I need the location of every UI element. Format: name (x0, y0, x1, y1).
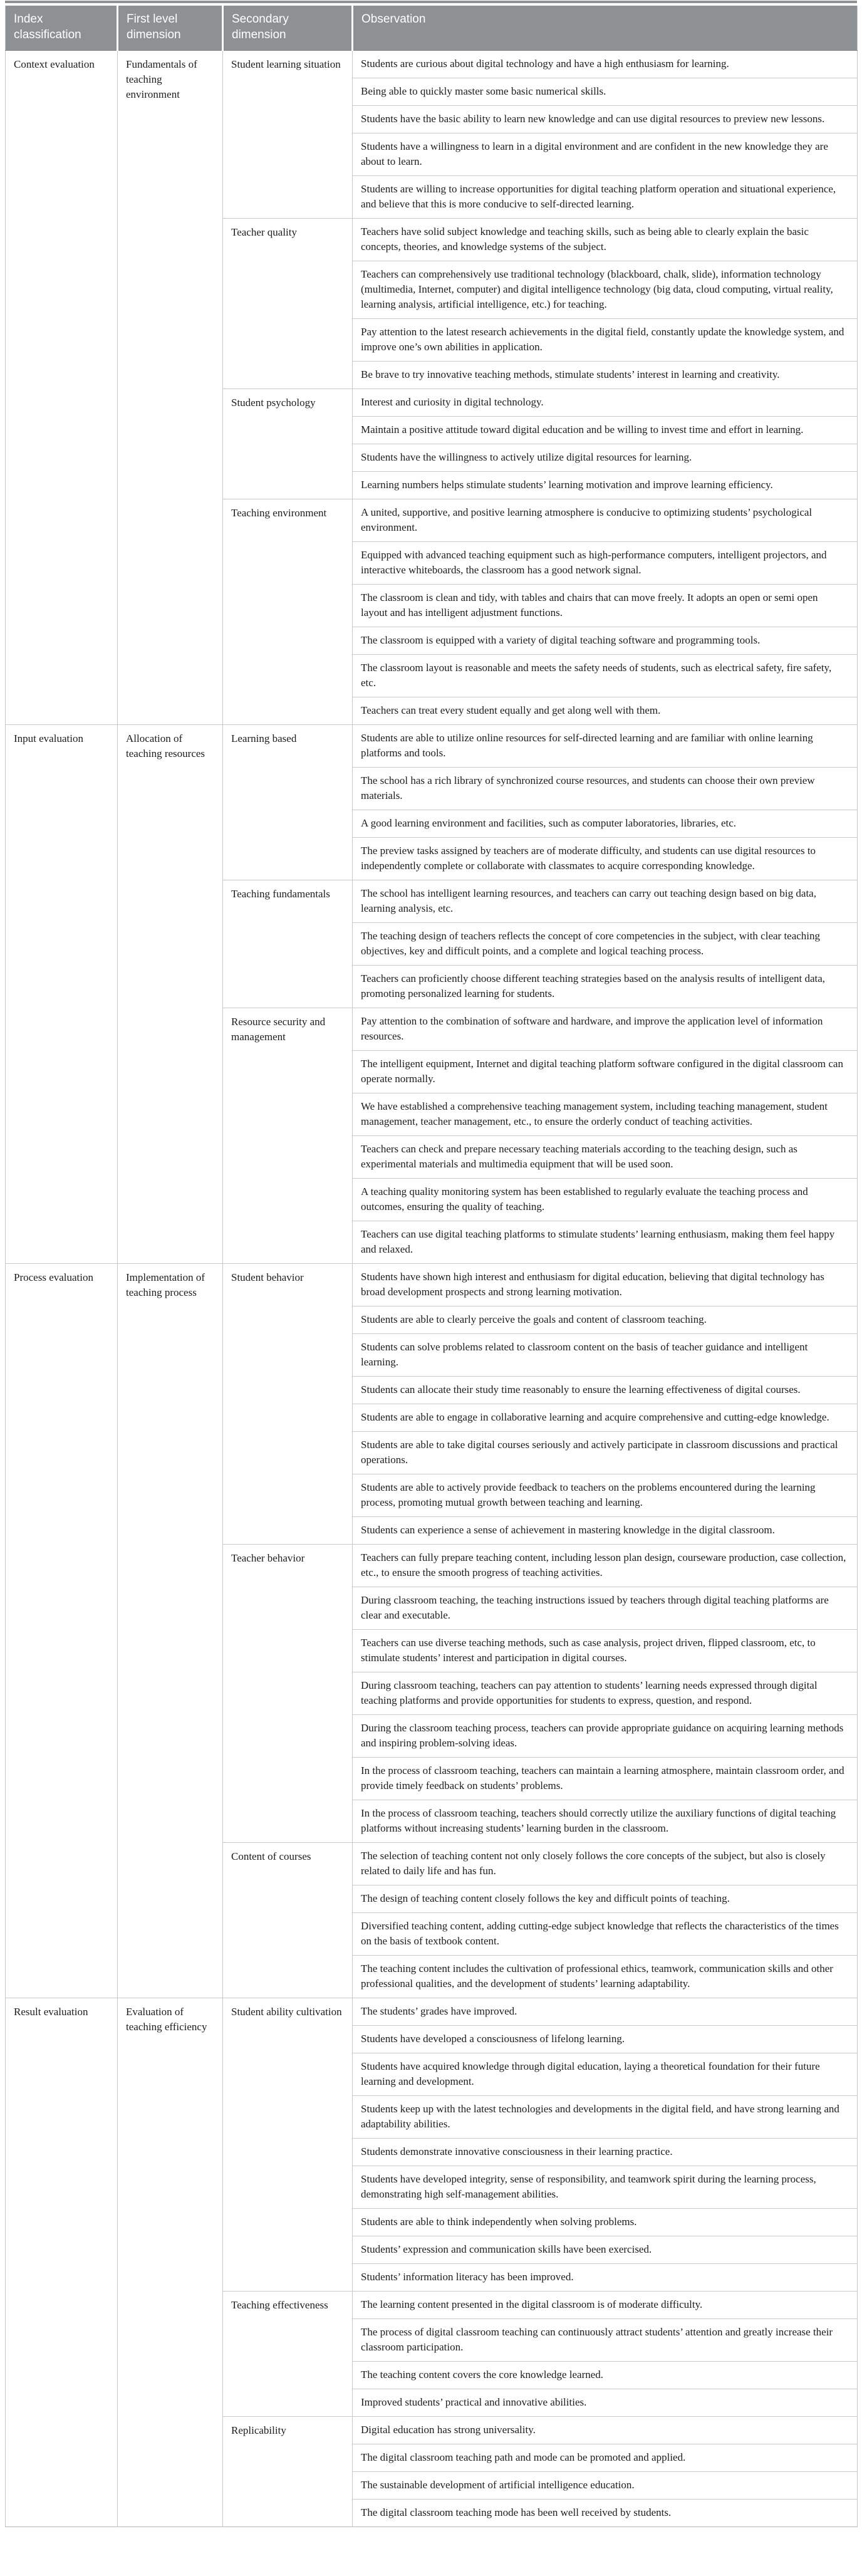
table-row (6, 1264, 858, 1306)
observation-cell: Students have the basic ability to learn new knowledge and can use digital resources to preview new lessons. (353, 106, 858, 133)
observation-cell: Students have acquired knowledge through digital education, laying a theoretical foundation for their future learning and development. (353, 2053, 858, 2096)
observation-cell: Teachers can check and prepare necessary teaching materials according to the teaching design, such as experimental materials and multimedia equipment that will be used soon. (353, 1136, 858, 1179)
observation-cell: Students demonstrate innovative consciousness in their learning practice. (353, 2139, 858, 2166)
observation-cell: Pay attention to the latest research achievements in the digital field, constantly update the knowledge system, and improve one’s own abilities in application. (353, 319, 858, 362)
observation-cell: We have established a comprehensive teaching management system, including teaching management, student management, teacher management, etc., to ensure the orderly conduct of teaching activities. (353, 1093, 858, 1136)
observation-cell: Teachers can treat every student equally and get along well with them. (353, 697, 858, 725)
observation-cell: In the process of classroom teaching, teachers can maintain a learning atmosphere, maintain classroom order, and provide timely feedback on students’ problems. (353, 1758, 858, 1800)
column-header-observation: Observation (353, 6, 858, 51)
observation-cell: Teachers can use diverse teaching methods, such as case analysis, project driven, flipped classroom, etc, to stimulate students’ interest and participation in digital courses. (353, 1630, 858, 1672)
first-level-dimension-cell: Fundamentals of teaching environment (118, 51, 223, 725)
secondary-dimension-cell: Teaching environment (223, 499, 353, 725)
observation-cell: Maintain a positive attitude toward digital education and be willing to invest time and effort in learning. (353, 417, 858, 444)
observation-cell: Teachers can use digital teaching platforms to stimulate students’ learning enthusiasm, making them feel happy and relaxed. (353, 1221, 858, 1264)
index-classification-cell: Process evaluation (6, 1264, 118, 1998)
index-classification-cell: Input evaluation (6, 725, 118, 1264)
secondary-dimension-cell: Teacher quality (223, 219, 353, 389)
first-level-dimension-cell: Evaluation of teaching efficiency (118, 1998, 223, 2527)
observation-cell: The selection of teaching content not only closely follows the core concepts of the subject, but also is closely related to daily life and has fun. (353, 1843, 858, 1885)
observation-cell: The teaching content includes the cultivation of professional ethics, teamwork, communication skills and other professional qualities, and the development of students’ learning adaptability. (353, 1956, 858, 1998)
observation-cell: Students are able to engage in collaborative learning and acquire comprehensive and cutting-edge knowledge. (353, 1404, 858, 1432)
index-classification-cell: Context evaluation (14, 58, 95, 70)
index-classification-cell: Result evaluation (6, 1998, 118, 2527)
observation-cell: In the process of classroom teaching, teachers should correctly utilize the auxiliary functions of digital teaching platforms without increasing students’ learning burden in the classroom. (353, 1800, 858, 1843)
secondary-dimension-cell: Student behavior (223, 1264, 353, 1545)
observation-cell: Being able to quickly master some basic numerical skills. (353, 78, 858, 106)
observation-cell: The students’ grades have improved. (353, 1998, 858, 2026)
observation-cell: Students’ information literacy has been improved. (353, 2264, 858, 2292)
table-row (6, 725, 858, 768)
secondary-dimension-cell: Teacher behavior (223, 1545, 353, 1843)
observation-cell: Students are curious about digital technology and have a high enthusiasm for learning. (353, 51, 858, 78)
observation-cell: Learning numbers helps stimulate students’ learning motivation and improve learning efficiency. (353, 472, 858, 499)
observation-cell: Students are willing to increase opportunities for digital teaching platform operation and situational experience, and believe that this is more conducive to self-directed learning. (353, 176, 858, 219)
observation-cell: Improved students’ practical and innovative abilities. (353, 2389, 858, 2417)
observation-cell: Students have shown high interest and enthusiasm for digital education, believing that digital technology has broad development prospects and strong learning motivation. (353, 1264, 858, 1306)
observation-cell: During the classroom teaching process, teachers can provide appropriate guidance on acquiring learning methods and inspiring problem-solving ideas. (353, 1715, 858, 1758)
observation-cell: Students are able to actively provide feedback to teachers on the problems encountered during the learning process, promoting mutual growth between teaching and learning. (353, 1474, 858, 1517)
column-header-index-classification: Index classification (6, 6, 118, 51)
observation-cell: Students have the willingness to actively utilize digital resources for learning. (353, 444, 858, 472)
observation-cell: The classroom layout is reasonable and meets the safety needs of students, such as electrical safety, fire safety, etc. (353, 655, 858, 697)
table-container (5, 1, 857, 2527)
observation-cell: Pay attention to the combination of software and hardware, and improve the application level of information resources. (353, 1008, 858, 1051)
observation-cell: The teaching content covers the core knowledge learned. (353, 2362, 858, 2389)
evaluation-index-table (5, 6, 858, 2527)
observation-cell: Teachers can comprehensively use traditional technology (blackboard, chalk, slide), information technology (multimedia, Internet, computer) and digital intelligence technology (big data, cloud computing, virtual reality, learning analysis, artificial intelligence, etc.) for teaching. (353, 261, 858, 319)
observation-cell: The school has intelligent learning resources, and teachers can carry out teaching design based on big data, learning analysis, etc. (353, 880, 858, 923)
observation-cell: Teachers have solid subject knowledge and teaching skills, such as being able to clearly explain the basic concepts, theories, and knowledge systems of the subject. (353, 219, 858, 261)
column-header-first-level-dimension: First level dimension (118, 6, 223, 51)
observation-cell: Be brave to try innovative teaching methods, stimulate students’ interest in learning and creativity. (353, 362, 858, 389)
secondary-dimension-cell: Teaching fundamentals (223, 880, 353, 1008)
observation-cell: Students keep up with the latest technologies and developments in the digital field, and have strong learning and adaptability abilities. (353, 2096, 858, 2139)
observation-cell: The design of teaching content closely follows the key and difficult points of teaching. (353, 1885, 858, 1913)
observation-cell: The digital classroom teaching mode has been well received by students. (353, 2500, 858, 2527)
observation-cell: A teaching quality monitoring system has been established to regularly evaluate the teaching process and outcomes, ensuring the quality of teaching. (353, 1179, 858, 1221)
observation-cell: During classroom teaching, teachers can pay attention to students’ learning needs expressed through digital teaching platforms and provide opportunities for students to express, question, and respond. (353, 1672, 858, 1715)
observation-cell: The classroom is clean and tidy, with tables and chairs that can move freely. It adopts an open or semi open layout and has intelligent adjustment functions. (353, 585, 858, 627)
secondary-dimension-cell: Student ability cultivation (223, 1998, 353, 2292)
observation-cell: Students can experience a sense of achievement in mastering knowledge in the digital classroom. (353, 1517, 858, 1545)
table-row (6, 51, 858, 78)
observation-cell: The digital classroom teaching path and mode can be promoted and applied. (353, 2444, 858, 2472)
secondary-dimension-cell: Student learning situation (223, 51, 353, 219)
observation-cell: Students are able to clearly perceive the goals and content of classroom teaching. (353, 1306, 858, 1334)
observation-cell: The school has a rich library of synchronized course resources, and students can choose their own preview materials. (353, 768, 858, 810)
observation-cell: Students have developed integrity, sense of responsibility, and teamwork spirit during the learning process, demonstrating high self-management abilities. (353, 2166, 858, 2209)
observation-cell: Students’ expression and communication skills have been exercised. (353, 2236, 858, 2264)
observation-cell: Teachers can fully prepare teaching content, including lesson plan design, courseware production, case collection, etc., to ensure the smooth progress of teaching activities. (353, 1545, 858, 1587)
observation-cell: The sustainable development of artificial intelligence education. (353, 2472, 858, 2500)
observation-cell: The process of digital classroom teaching can continuously attract students’ attention and greatly increase their classroom participation. (353, 2319, 858, 2362)
observation-cell: The learning content presented in the digital classroom is of moderate difficulty. (353, 2292, 858, 2319)
observation-cell: Students are able to think independently when solving problems. (353, 2209, 858, 2236)
observation-cell: Students are able to utilize online resources for self-directed learning and are familiar with online learning platforms and tools. (353, 725, 858, 768)
observation-cell: Equipped with advanced teaching equipment such as high-performance computers, intelligent projectors, and interactive whiteboards, the classroom has a good network signal. (353, 542, 858, 585)
first-level-dimension-cell: Allocation of teaching resources (118, 725, 223, 1264)
secondary-dimension-cell: Teaching effectiveness (223, 2292, 353, 2417)
observation-cell: Digital education has strong universality. (353, 2417, 858, 2444)
observation-cell: The teaching design of teachers reflects the concept of core competencies in the subject, with clear teaching objectives, key and difficult points, and a complete and logical teaching process. (353, 923, 858, 966)
observation-cell: The intelligent equipment, Internet and digital teaching platform software configured in the digital classroom can operate normally. (353, 1051, 858, 1093)
observation-cell: Diversified teaching content, adding cutting-edge subject knowledge that reflects the characteristics of the times on the basis of textbook content. (353, 1913, 858, 1956)
secondary-dimension-cell: Resource security and management (223, 1008, 353, 1264)
first-level-dimension-cell: Implementation of teaching process (118, 1264, 223, 1998)
secondary-dimension-cell: Content of courses (223, 1843, 353, 1998)
table-top-rule (5, 1, 857, 3)
observation-cell: Students can solve problems related to classroom content on the basis of teacher guidance and intelligent learning. (353, 1334, 858, 1377)
observation-cell: Interest and curiosity in digital technology. (353, 389, 858, 417)
observation-cell: Students have a willingness to learn in a digital environment and are confident in the new knowledge they are about to learn. (353, 133, 858, 176)
secondary-dimension-cell: Learning based (223, 725, 353, 880)
observation-cell: During classroom teaching, the teaching instructions issued by teachers through digital teaching platforms are clear and executable. (353, 1587, 858, 1630)
observation-cell: A good learning environment and facilities, such as computer laboratories, libraries, etc. (353, 810, 858, 838)
observation-cell: The classroom is equipped with a variety of digital teaching software and programming tools. (353, 627, 858, 655)
header-row (6, 6, 858, 51)
column-header-secondary-dimension: Secondary dimension (223, 6, 353, 51)
observation-cell: Teachers can proficiently choose different teaching strategies based on the analysis results of intelligent data, promoting personalized learning for students. (353, 966, 858, 1008)
secondary-dimension-cell: Student psychology (223, 389, 353, 499)
observation-cell: The preview tasks assigned by teachers are of moderate difficulty, and students can use digital resources to independently complete or collaborate with classmates to acquire corresponding knowledge. (353, 838, 858, 880)
observation-cell: Students have developed a consciousness of lifelong learning. (353, 2026, 858, 2053)
table-row (6, 1998, 858, 2026)
observation-cell: Students can allocate their study time reasonably to ensure the learning effectiveness of digital courses. (353, 1377, 858, 1404)
secondary-dimension-cell: Replicability (223, 2417, 353, 2527)
observation-cell: Students are able to take digital courses seriously and actively participate in classroom discussions and practical operations. (353, 1432, 858, 1474)
observation-cell: A united, supportive, and positive learning atmosphere is conducive to optimizing students’ psychological environment. (353, 499, 858, 542)
